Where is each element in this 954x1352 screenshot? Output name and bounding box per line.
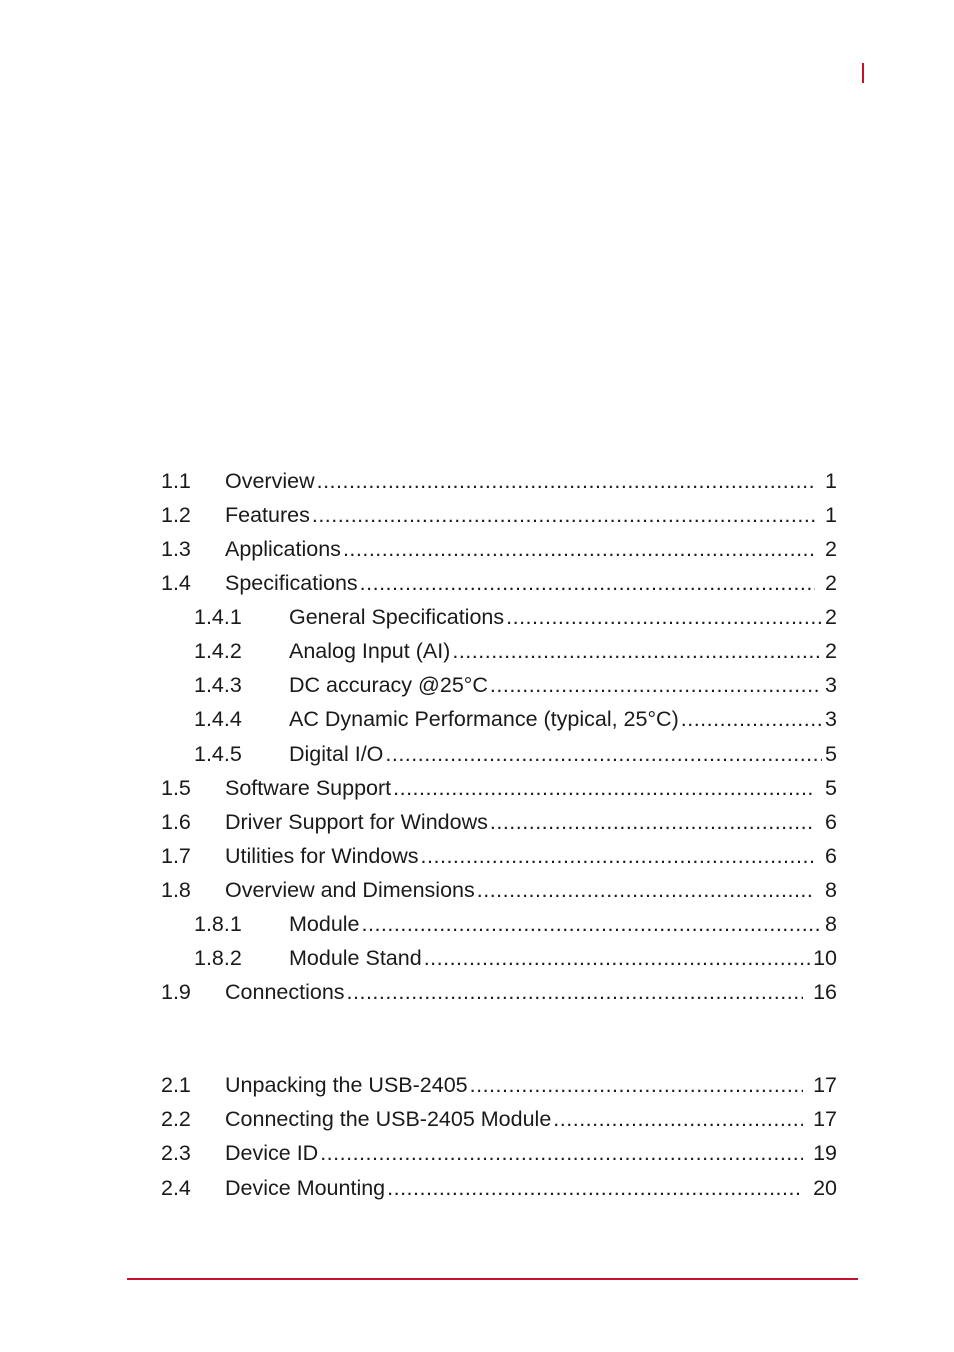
toc-title: Software Support <box>225 776 392 800</box>
toc-leader <box>360 568 815 598</box>
toc-leader <box>347 977 804 1007</box>
toc-title: Features <box>225 503 310 527</box>
toc-number: 1.8.2 <box>194 946 242 970</box>
toc-entry-1-7[interactable] <box>161 841 837 871</box>
toc-number: 1.8.1 <box>194 912 242 936</box>
toc-page: 8 <box>825 878 837 902</box>
toc-number: 1.4.3 <box>194 673 242 697</box>
toc-title: AC Dynamic Performance (typical, 25°C) <box>289 707 679 731</box>
toc-page: 20 <box>813 1176 837 1200</box>
toc-number: 1.7 <box>161 844 191 868</box>
toc-number: 2.2 <box>161 1107 191 1131</box>
toc-leader <box>424 943 810 973</box>
toc-leader <box>312 500 815 530</box>
toc-entry-1-1[interactable] <box>161 466 837 496</box>
toc-leader <box>490 670 822 700</box>
header-accent-mark <box>862 63 864 83</box>
toc-entry-1-2[interactable] <box>161 500 837 530</box>
footer-rule <box>127 1278 858 1280</box>
toc-page: 2 <box>825 571 837 595</box>
toc-entry-1-4[interactable] <box>161 568 837 598</box>
toc-leader <box>317 466 815 496</box>
toc-number: 1.8 <box>161 878 191 902</box>
toc-leader <box>387 1173 803 1203</box>
toc-number: 1.9 <box>161 980 191 1004</box>
toc-leader <box>506 602 822 632</box>
toc-title: Specifications <box>225 571 358 595</box>
toc-leader <box>320 1138 803 1168</box>
toc-entry-1-4-4[interactable] <box>194 704 837 734</box>
toc-entry-2-3[interactable] <box>161 1138 837 1168</box>
toc-leader <box>553 1104 803 1134</box>
toc-title: Connections <box>225 980 345 1004</box>
toc-title: Connecting the USB-2405 Module <box>225 1107 552 1131</box>
toc-number: 1.6 <box>161 810 191 834</box>
toc-entry-2-4[interactable] <box>161 1173 837 1203</box>
toc-page: 2 <box>825 605 837 629</box>
toc-page: 19 <box>813 1141 837 1165</box>
toc-leader <box>343 534 815 564</box>
toc-leader <box>452 636 822 666</box>
toc-entry-1-6[interactable] <box>161 807 837 837</box>
toc-entry-1-4-3[interactable] <box>194 670 837 700</box>
toc-number: 1.4.5 <box>194 742 242 766</box>
toc-entry-1-4-5[interactable] <box>194 739 837 769</box>
toc-leader <box>385 739 822 769</box>
toc-leader <box>477 875 815 905</box>
toc-page: 17 <box>813 1107 837 1131</box>
toc-title: Digital I/O <box>289 742 384 766</box>
toc-page: 17 <box>813 1073 837 1097</box>
toc-title: Unpacking the USB-2405 <box>225 1073 468 1097</box>
toc-entry-1-8[interactable] <box>161 875 837 905</box>
toc-title: Driver Support for Windows <box>225 810 488 834</box>
toc-entry-1-3[interactable] <box>161 534 837 564</box>
toc-title: Module Stand <box>289 946 422 970</box>
toc-page: 10 <box>813 946 837 970</box>
toc-number: 2.1 <box>161 1073 191 1097</box>
toc-number: 1.4.4 <box>194 707 242 731</box>
toc-title: Overview and Dimensions <box>225 878 475 902</box>
toc-title: DC accuracy @25°C <box>289 673 488 697</box>
toc-page: 1 <box>825 469 837 493</box>
toc-page: 3 <box>825 707 837 731</box>
toc-page: 5 <box>825 742 837 766</box>
toc-entry-1-8-1[interactable] <box>194 909 837 939</box>
toc-leader <box>421 841 815 871</box>
toc-leader <box>470 1070 803 1100</box>
toc-title: Module <box>289 912 360 936</box>
toc-leader <box>393 773 815 803</box>
toc-page: 2 <box>825 537 837 561</box>
toc-number: 2.3 <box>161 1141 191 1165</box>
toc-number: 1.1 <box>161 469 191 493</box>
toc-page: 2 <box>825 639 837 663</box>
toc-entry-1-4-1[interactable] <box>194 602 837 632</box>
toc-number: 2.4 <box>161 1176 191 1200</box>
toc-number: 1.4.2 <box>194 639 242 663</box>
toc-title: Applications <box>225 537 341 561</box>
toc-page: 6 <box>825 810 837 834</box>
toc-entry-1-4-2[interactable] <box>194 636 837 666</box>
toc-number: 1.3 <box>161 537 191 561</box>
toc-page: 3 <box>825 673 837 697</box>
toc-page: 6 <box>825 844 837 868</box>
toc-entry-2-2[interactable] <box>161 1104 837 1134</box>
toc-leader <box>681 704 822 734</box>
toc-entry-1-8-2[interactable] <box>194 943 837 973</box>
toc-entry-1-5[interactable] <box>161 773 837 803</box>
toc-number: 1.4 <box>161 571 191 595</box>
toc-page: 16 <box>813 980 837 1004</box>
toc-title: General Specifications <box>289 605 505 629</box>
toc-page: 1 <box>825 503 837 527</box>
toc-page: 8 <box>825 912 837 936</box>
toc-entry-2-1[interactable] <box>161 1070 837 1100</box>
toc-entry-1-9[interactable] <box>161 977 837 1007</box>
toc-leader <box>362 909 823 939</box>
toc-number: 1.5 <box>161 776 191 800</box>
toc-title: Overview <box>225 469 315 493</box>
toc-title: Analog Input (AI) <box>289 639 451 663</box>
toc-number: 1.4.1 <box>194 605 242 629</box>
toc-title: Utilities for Windows <box>225 844 419 868</box>
toc-number: 1.2 <box>161 503 191 527</box>
toc-page: 5 <box>825 776 837 800</box>
toc-leader <box>490 807 815 837</box>
toc-title: Device Mounting <box>225 1176 386 1200</box>
toc-title: Device ID <box>225 1141 319 1165</box>
